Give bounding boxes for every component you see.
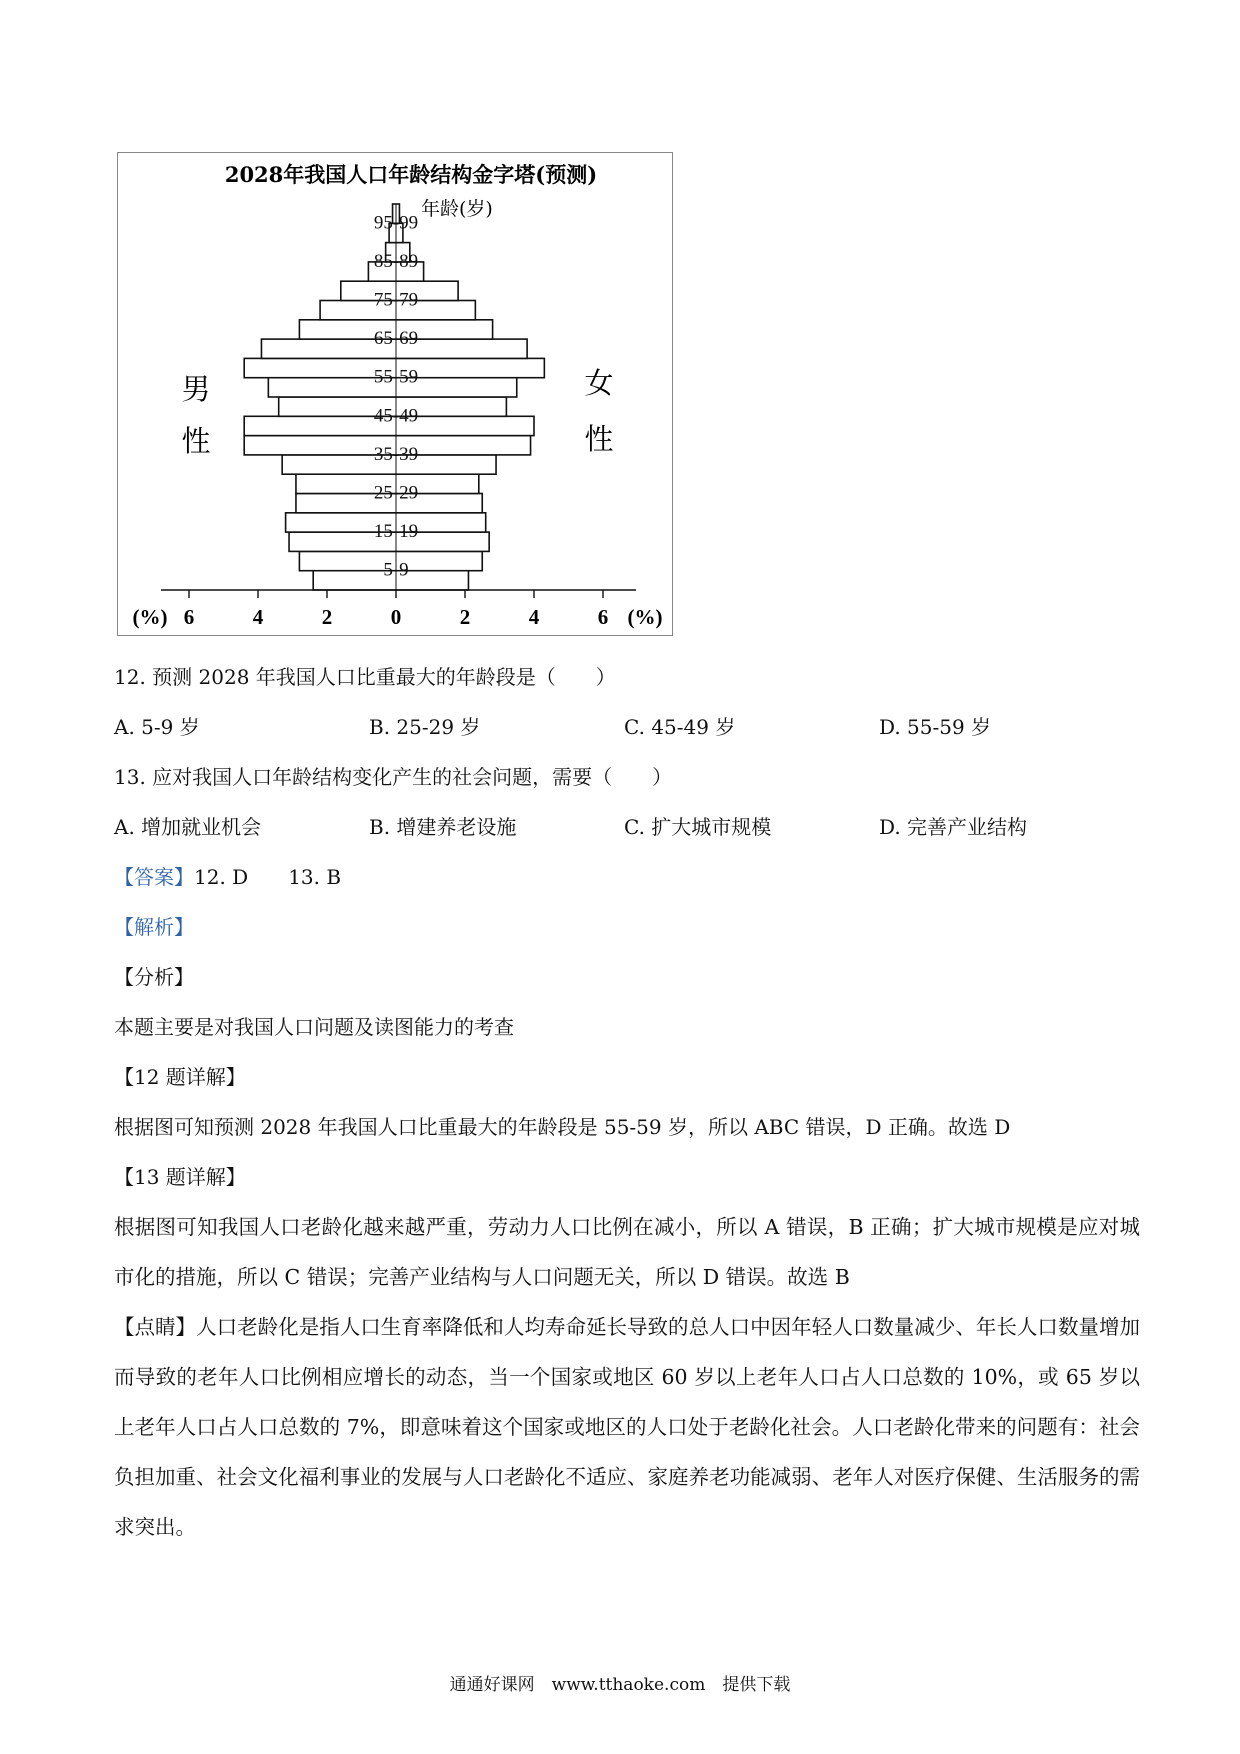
q12-options bbox=[114, 702, 1140, 752]
age-label-15-19: 15-19 bbox=[373, 521, 419, 543]
age-label-65-69: 65-69 bbox=[373, 328, 419, 350]
q12-option-a: A. 5-9 岁 bbox=[114, 715, 200, 739]
fenxi-label: 【分析】 bbox=[114, 965, 194, 989]
x-tick-label: 0 bbox=[390, 605, 402, 629]
x-tick-label: 2 bbox=[321, 605, 333, 629]
dianjing-text: 人口老龄化是指人口生育率降低和人均寿命延长导致的总人口中因年轻人口数量减少、年长人口数量增加而导致的老年人口比例相应增长的动态，当一个国家或地区 60 岁以上老年人口占人口总数的 10%，或 65 岁以上老年人口占人口总数的 7%，即意味着这个国家或地区的人口处于老龄化社会。人口老龄化带来的问题有：社会负担加重、社会文化福利事业的发展与人口老龄化不适应、家庭养老功能减弱、老年人对医疗保健、生活服务的需求突出。 bbox=[114, 1315, 1141, 1539]
age-label-85-89: 85-89 bbox=[373, 250, 419, 272]
q13-option-b: B. 增建养老设施 bbox=[369, 815, 517, 839]
x-unit-right: (%) bbox=[627, 605, 663, 629]
age-label-35-39: 35-39 bbox=[373, 443, 419, 465]
dianjing-paragraph bbox=[114, 1302, 1140, 1552]
q13-option-d: D. 完善产业结构 bbox=[879, 815, 1028, 839]
detail-12-label: 【12 题详解】 bbox=[114, 1065, 246, 1089]
x-unit-left: (%) bbox=[132, 605, 168, 629]
q13-option-c: C. 扩大城市规模 bbox=[624, 815, 772, 839]
footer-source: 通通好课网 www.tthaoke.com 提供下载 bbox=[449, 1675, 791, 1695]
female-label-1: 女 bbox=[584, 366, 614, 400]
x-tick-label: 4 bbox=[528, 605, 540, 629]
answer-13: 13. B bbox=[288, 865, 342, 889]
age-label-25-29: 25-29 bbox=[373, 482, 419, 504]
population-pyramid-chart bbox=[117, 152, 673, 636]
male-label-1: 男 bbox=[181, 372, 211, 406]
age-label-95-99: 95-99 bbox=[373, 212, 419, 234]
age-label-45-49: 45-49 bbox=[373, 405, 419, 427]
y-axis-label: 年龄(岁) bbox=[421, 198, 493, 220]
answer-12: 12. D bbox=[194, 865, 249, 889]
analysis-label: 【解析】 bbox=[114, 915, 194, 939]
fenxi-text: 本题主要是对我国人口问题及读图能力的考查 bbox=[114, 1015, 514, 1039]
x-tick-label: 2 bbox=[459, 605, 471, 629]
x-tick-label: 6 bbox=[183, 605, 195, 629]
answer-line bbox=[114, 852, 1140, 902]
age-label-5-9: 5-9 bbox=[383, 559, 409, 581]
question-content bbox=[114, 652, 1140, 1552]
chart-title: 2028年我国人口年龄结构金字塔(预测) bbox=[224, 162, 598, 187]
age-label-75-79: 75-79 bbox=[373, 289, 419, 311]
detail-13-text: 根据图可知我国人口老龄化越来越严重，劳动力人口比例在减小，所以 A 错误，B 正确；扩大城市规模是应对城市化的措施，所以 C 错误；完善产业结构与人口问题无关，所以 D 错误。故选 B bbox=[114, 1215, 1140, 1289]
detail-12-text: 根据图可知预测 2028 年我国人口比重最大的年龄段是 55-59 岁，所以 ABC 错误，D 正确。故选 D bbox=[114, 1115, 1011, 1139]
age-label-55-59: 55-59 bbox=[373, 366, 419, 388]
chart-svg bbox=[118, 153, 674, 637]
male-label-2: 性 bbox=[181, 424, 211, 458]
dianjing-label: 【点睛】 bbox=[114, 1315, 197, 1339]
q12-option-c: C. 45-49 岁 bbox=[624, 715, 736, 739]
female-label-2: 性 bbox=[584, 422, 614, 456]
x-tick-label: 4 bbox=[252, 605, 264, 629]
q13-option-a: A. 增加就业机会 bbox=[114, 815, 262, 839]
q12-stem: 12. 预测 2028 年我国人口比重最大的年龄段是（ ） bbox=[114, 665, 616, 689]
q12-option-b: B. 25-29 岁 bbox=[369, 715, 481, 739]
x-tick-label: 6 bbox=[597, 605, 609, 629]
answer-label: 【答案】 bbox=[114, 865, 194, 889]
q13-stem: 13. 应对我国人口年龄结构变化产生的社会问题，需要（ ） bbox=[114, 765, 673, 789]
q13-options bbox=[114, 802, 1140, 852]
q12-option-d: D. 55-59 岁 bbox=[879, 715, 992, 739]
detail-13-label: 【13 题详解】 bbox=[114, 1165, 246, 1189]
